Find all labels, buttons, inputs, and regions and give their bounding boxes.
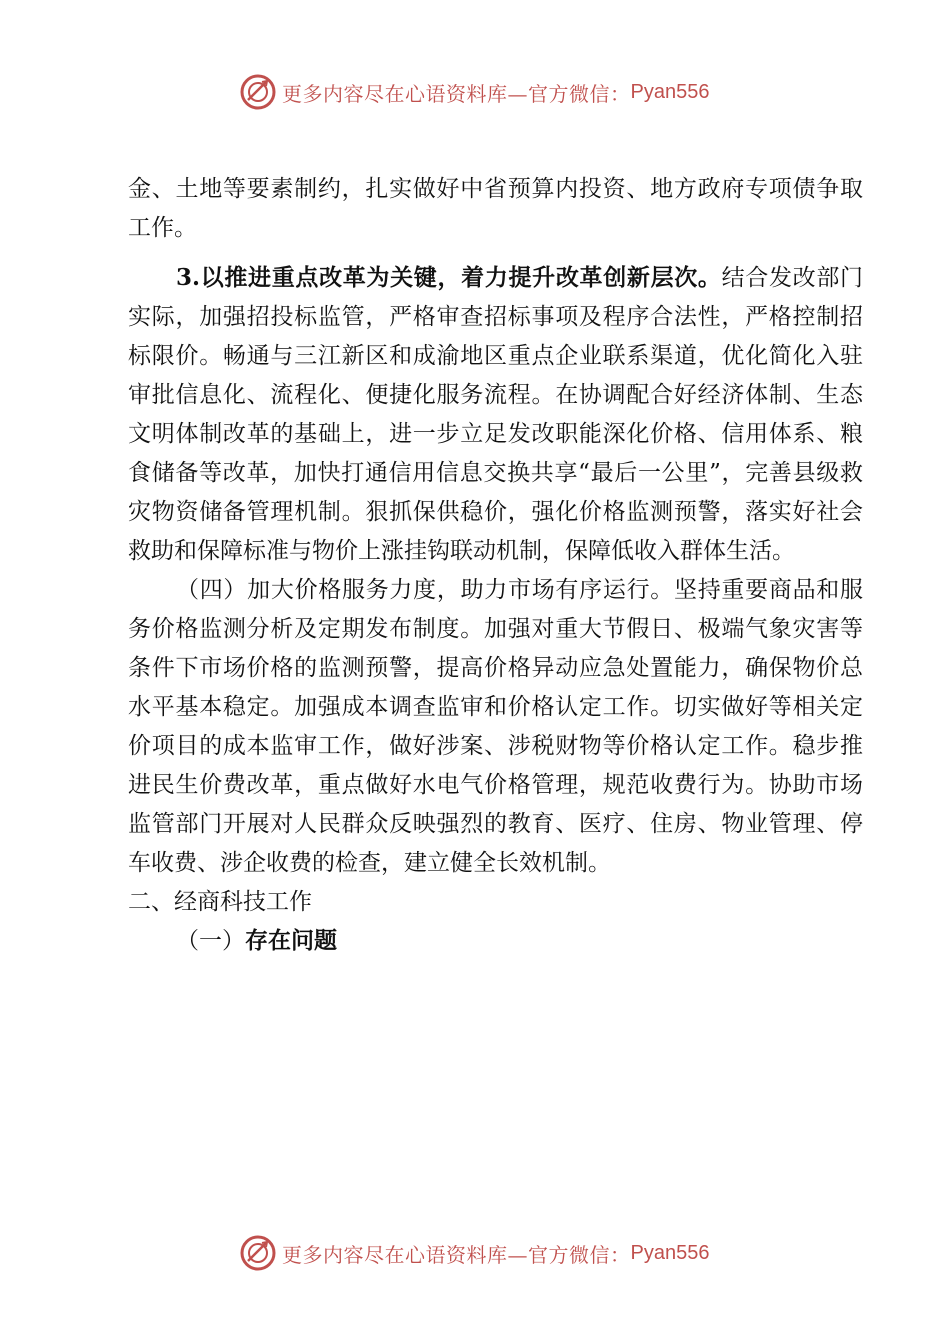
subsection-heading — [128, 922, 863, 961]
subsection-prefix: （一） — [176, 928, 245, 954]
document-body — [128, 170, 863, 961]
watermark-text: 更多内容尽在心语资料库—官方微信： — [282, 81, 631, 106]
watermark-logo-icon — [240, 1235, 276, 1271]
subsection-title: 存在问题 — [245, 928, 337, 954]
paragraph-reform-lead: 3.以推进重点改革为关键，着力提升改革创新层次。 — [176, 264, 722, 291]
section-title: 二、经商科技工作 — [128, 889, 312, 915]
paragraph-price-service: （四）加大价格服务力度，助力市场有序运行。坚持重要商品和服务价格监测分析及定期发布制度。加强对重大节假日、极端气象灾害等条件下市场价格的监测预警，提高价格异动应急处置能力，确保物价总水平基本稳定。加强成本调查监审和价格认定工作。切实做好等相关定价项目的成本监审工作，做好涉案、涉税财物等价格认定工作。稳步推进民生价费改革，重点做好水电气价格管理，规范收费行为。协助市场监管部门开展对人民群众反映强烈的教育、医疗、住房、物业管理、停车收费、涉企收费的检查，建立健全长效机制。 — [128, 577, 863, 876]
paragraph-continuation: 金、土地等要素制约，扎实做好中省预算内投资、地方政府专项债争取工作。 — [128, 176, 863, 241]
watermark-handle: Pyan556 — [630, 1241, 710, 1264]
watermark-text: 更多内容尽在心语资料库—官方微信： — [282, 1242, 631, 1267]
header-watermark — [240, 72, 709, 112]
footer-watermark — [240, 1233, 709, 1273]
watermark-handle: Pyan556 — [630, 80, 710, 103]
paragraph-reform-body: 结合发改部门实际，加强招投标监管，严格审查招标事项及程序合法性，严格控制招标限价。畅通与三江新区和成渝地区重点企业联系渠道，优化简化入驻审批信息化、流程化、便捷化服务流程。在协调配合好经济体制、生态文明体制改革的基础上，进一步立足发改职能深化价格、信用体系、粮食储备等改革，加快打通信用信息交换共享“最后一公里”，完善县级救灾物资储备管理机制。狠抓保供稳价，强化价格监测预警，落实好社会救助和保障标准与物价上涨挂钩联动机制，保障低收入群体生活。 — [128, 265, 863, 564]
watermark-logo-icon — [240, 74, 276, 110]
paragraph-reform — [128, 258, 863, 571]
